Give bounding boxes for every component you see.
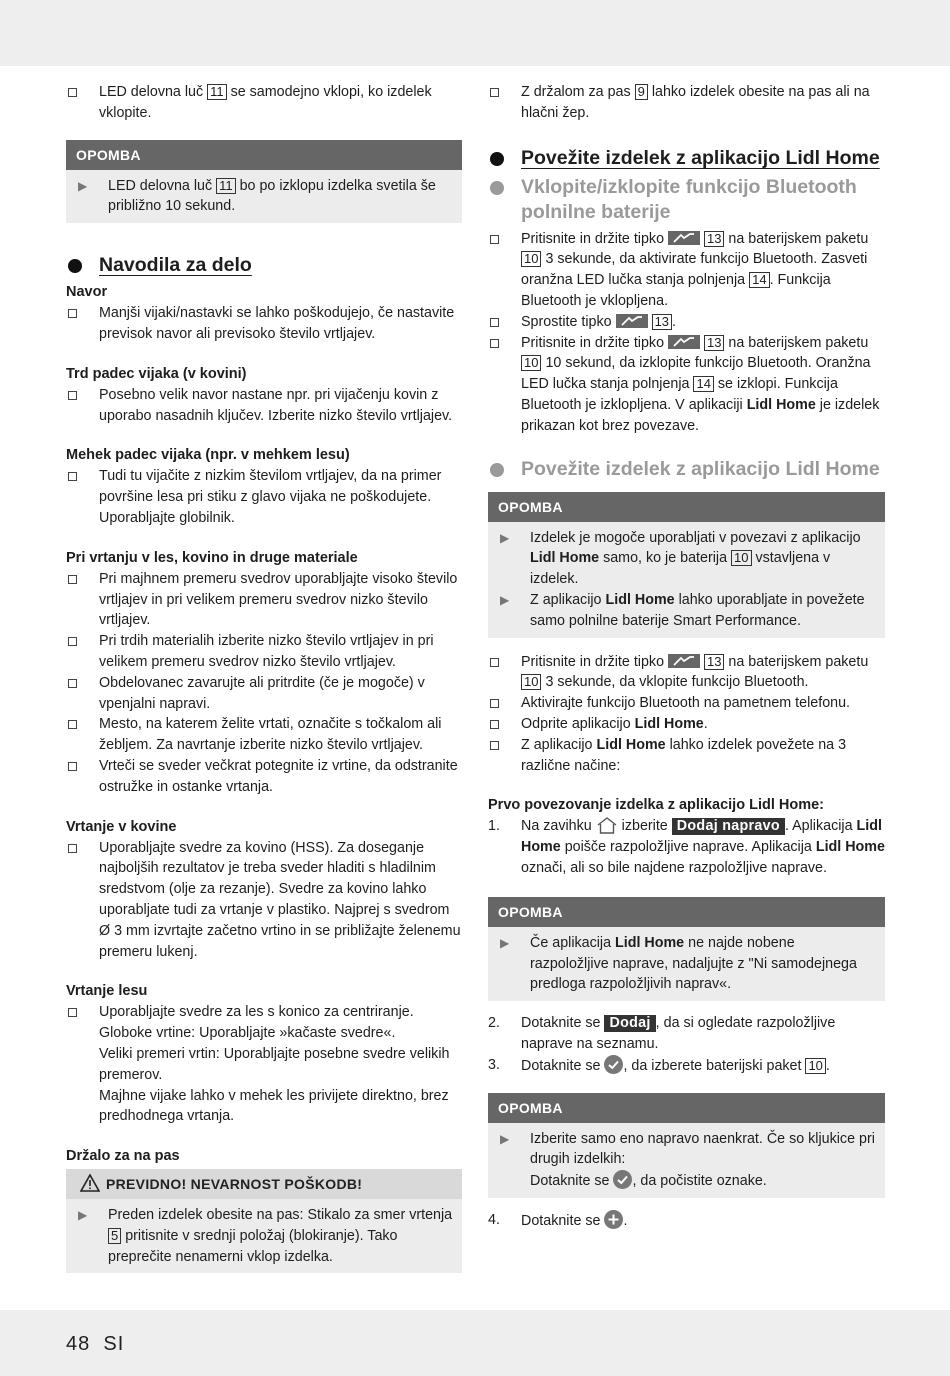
list-item: Mesto, na katerem želite vrtati, označite s točkalom ali žebljem. Za navrtanje izberite nizko število vrtljajev.: [66, 714, 462, 756]
checkbox-bullet-icon: [68, 1008, 77, 1017]
list-item: Pritisnite in držite tipko 13 na baterijskem paketu 10 10 sekund, da izklopite funkcijo Bluetooth. Oranžna LED lučka stanja polnjenja 14 se izklopi. Funkcija Bluetooth je izklopljena. V aplikaciji Lidl Home je izdelek prikazan kot brez povezave.: [488, 333, 885, 437]
subheading: Vrtanje v kovine: [66, 818, 177, 835]
list-item: Tudi tu vijačite z nizkim številom vrtljajev, da na primer površine lesa pri stiku z glavo vijaka ne poškodujete. Uporabljajte globilnik.: [66, 466, 462, 528]
bluetooth-button-icon: [616, 314, 648, 328]
list-item: Posebno velik navor nastane npr. pri vijačenju kovin z uporabo nasadnih ključev. Izberite nizko število vrtljajev.: [66, 385, 462, 427]
part-number: 13: [704, 231, 724, 247]
warning-heading: PREVIDNO! NEVARNOST POŠKODB!: [66, 1169, 462, 1199]
note-box: [488, 1093, 885, 1198]
subheading: Navor: [66, 284, 108, 301]
checkmark-icon: [613, 1170, 632, 1189]
app-button-label: Dodaj: [604, 1015, 655, 1032]
arrow-right-icon: ▶: [78, 178, 88, 193]
checkbox-bullet-icon: [490, 658, 499, 667]
list-item: Z aplikacijo Lidl Home lahko izdelek povežete na 3 različne načine:: [488, 735, 885, 777]
home-tab-icon: [596, 816, 618, 834]
list-item: Z držalom za pas 9 lahko izdelek obesite na pas ali na hlačni žep.: [488, 82, 885, 124]
part-number: 13: [704, 654, 724, 670]
bluetooth-button-icon: [668, 231, 700, 245]
list-item: Sprostite tipko 13 .: [488, 312, 885, 333]
step-item: 3. Dotaknite se , da izberete baterijski paket 10 .: [488, 1056, 830, 1074]
page-number: 48 SI: [66, 1333, 125, 1355]
drilling-list: [66, 569, 462, 798]
list-item: Odprite aplikacijo Lidl Home.: [488, 714, 885, 735]
list-item: Pritisnite in držite tipko 13 na baterijskem paketu 10 3 sekunde, da aktivirate funkcijo Bluetooth. Zasveti oranžna LED lučka stanja polnjenja 14 . Funkcija Bluetooth je vklopljena.: [488, 229, 885, 312]
step-item: 4. Dotaknite se .: [488, 1211, 628, 1229]
list-item: Vrteči se sveder večkrat potegnite iz vrtine, da odstranite ostružke in ostanke vrtanja.: [66, 756, 462, 798]
warning-triangle-icon: [80, 1174, 100, 1192]
app-button-label: Dodaj napravo: [672, 818, 785, 835]
header-band: [0, 0, 950, 66]
note-item: ▶ Preden izdelek obesite na pas: Stikalo za smer vrtenja 5 pritisnite v srednji položaj (blokiranje). Tako preprečite nenamerni vklop izdelka.: [78, 1207, 453, 1265]
part-number: 14: [749, 272, 769, 288]
note-box: [66, 140, 462, 224]
part-number: 9: [635, 84, 648, 100]
checkbox-bullet-icon: [68, 309, 77, 318]
note-item: ▶ Z aplikacijo Lidl Home lahko uporabljate in povežete samo polnilne baterije Smart Performance.: [500, 591, 865, 629]
checkbox-bullet-icon: [68, 844, 77, 853]
note-item: ▶ Izberite samo eno napravo naenkrat. Če so kljukice pri drugih izdelkih: Dotaknite se , da počistite oznake.: [500, 1130, 875, 1190]
footer-band: [0, 1310, 950, 1376]
part-number: 10: [521, 251, 541, 267]
bullet-dot-icon: [490, 463, 504, 477]
list-item: Uporabljajte svedre za les s konico za centriranje. Globoke vrtine: Uporabljajte »kačaste svedre«. Veliki premeri vrtin: Uporabljajte posebne svedre velikih premerov. Majhne vijake lahko v mehek les privijete direktno, brez predhodnega vrtanja.: [66, 1002, 462, 1127]
plus-icon: [604, 1210, 623, 1229]
arrow-right-icon: ▶: [500, 592, 510, 607]
subheading: Držalo za na pas: [66, 1148, 180, 1165]
arrow-right-icon: ▶: [500, 935, 510, 950]
subheading: Mehek padec vijaka (npr. v mehkem lesu): [66, 447, 350, 464]
checkbox-bullet-icon: [490, 318, 499, 327]
bullet-dot-icon: [490, 181, 504, 195]
part-number: 13: [704, 335, 724, 351]
section-title: Navodila za delo: [66, 253, 462, 278]
note-item: ▶ LED delovna luč 11 bo po izklopu izdelka svetila še približno 10 sekund.: [78, 177, 436, 215]
list-item: LED delovna luč 11 se samodejno vklopi, ko izdelek vklopite.: [66, 82, 462, 124]
part-number: 10: [805, 1058, 825, 1074]
list-item: Pritisnite in držite tipko 13 na baterijskem paketu 10 3 sekunde, da vklopite funkcijo Bluetooth.: [488, 652, 885, 694]
checkbox-bullet-icon: [68, 679, 77, 688]
part-number: 10: [521, 674, 541, 690]
bluetooth-button-icon: [668, 335, 700, 349]
right-column: [488, 82, 885, 1232]
list-item: Aktivirajte funkcijo Bluetooth na pametnem telefonu.: [488, 693, 885, 714]
checkbox-bullet-icon: [68, 637, 77, 646]
note-box: [488, 897, 885, 1001]
checkbox-bullet-icon: [490, 741, 499, 750]
left-column: [66, 82, 462, 1279]
bluetooth-button-icon: [668, 654, 700, 668]
part-number: 13: [652, 314, 672, 330]
step-item: 1. Na zavihku izberite Dodaj napravo . Aplikacija Lidl Home poišče razpoložljive naprave. Aplikacija Lidl Home označi, ali so bile najdene razpoložljive naprave.: [488, 818, 885, 876]
part-number: 5: [108, 1228, 121, 1244]
checkbox-bullet-icon: [68, 472, 77, 481]
checkbox-bullet-icon: [68, 762, 77, 771]
note-heading: OPOMBA: [488, 897, 885, 927]
note-heading: OPOMBA: [488, 1093, 885, 1123]
checkbox-bullet-icon: [490, 339, 499, 348]
bluetooth-list: [488, 229, 885, 437]
section-title: Povežite izdelek z aplikacijo Lidl Home: [488, 457, 885, 482]
arrow-right-icon: ▶: [78, 1208, 88, 1223]
arrow-right-icon: ▶: [500, 530, 510, 545]
list-item: Manjši vijaki/nastavki se lahko poškodujejo, če nastavite previsok navor ali previsoko število vrtljajev.: [66, 303, 462, 345]
warning-box: [66, 1169, 462, 1273]
note-heading: OPOMBA: [488, 492, 885, 522]
connect-list: [488, 652, 885, 777]
subheading: Vrtanje lesu: [66, 983, 148, 1000]
checkbox-bullet-icon: [68, 720, 77, 729]
part-number: 11: [216, 178, 236, 194]
subheading: Pri vrtanju v les, kovino in druge materiale: [66, 549, 358, 566]
part-number: 10: [521, 355, 541, 371]
checkbox-bullet-icon: [68, 391, 77, 400]
list-item: Obdelovanec zavarujte ali pritrdite (če je mogoče) v vpenjalni napravi.: [66, 673, 462, 715]
bullet-dot-icon: [490, 152, 504, 166]
subheading: Prvo povezovanje izdelka z aplikacijo Lidl Home:: [488, 797, 825, 814]
note-heading: OPOMBA: [66, 140, 462, 170]
section-title: Povežite izdelek z aplikacijo Lidl Home: [488, 146, 885, 171]
part-number: 14: [693, 376, 713, 392]
checkbox-bullet-icon: [490, 235, 499, 244]
note-item: ▶ Izdelek je mogoče uporabljati v povezavi z aplikacijo Lidl Home samo, ko je baterija 10 vstavljena v izdelek.: [500, 529, 861, 588]
list-item: Uporabljajte svedre za kovino (HSS). Za doseganje najboljših rezultatov je treba sveder hladiti s hladilnim sredstvom (olje za rezanje). Svedre za kovino lahko uporabljate tudi za vrtanje v plastiko. Najprej s svedrom Ø 3 mm izvrtajte začetno vrtino in se približajte želenemu premeru lukenj.: [66, 838, 462, 963]
checkmark-icon: [604, 1055, 623, 1074]
part-number: 10: [731, 550, 751, 566]
checkbox-bullet-icon: [490, 88, 499, 97]
bullet-dot-icon: [68, 259, 82, 273]
checkbox-bullet-icon: [490, 720, 499, 729]
section-title: Vklopite/izklopite funkcijo Bluetooth polnilne baterije: [488, 175, 885, 225]
list-item: Pri majhnem premeru svedrov uporabljajte visoko število vrtljajev in pri velikem premeru svedrov nizko število vrtljajev.: [66, 569, 462, 631]
step-item: 2. Dotaknite se Dodaj , da si ogledate razpoložljive naprave na seznamu.: [488, 1015, 836, 1052]
subheading: Trd padec vijaka (v kovini): [66, 365, 247, 382]
checkbox-bullet-icon: [68, 88, 77, 97]
checkbox-bullet-icon: [490, 699, 499, 708]
checkbox-bullet-icon: [68, 575, 77, 584]
note-item: ▶ Če aplikacija Lidl Home ne najde nobene razpoložljive naprave, nadaljujte z "Ni samodejnega predloga razpoložljivih naprav«.: [500, 934, 857, 993]
note-box: [488, 492, 885, 638]
list-item: Pri trdih materialih izberite nizko število vrtljajev in pri velikem premeru svedrov nizko število vrtljajev.: [66, 631, 462, 673]
part-number: 11: [207, 84, 227, 100]
arrow-right-icon: ▶: [500, 1131, 510, 1146]
